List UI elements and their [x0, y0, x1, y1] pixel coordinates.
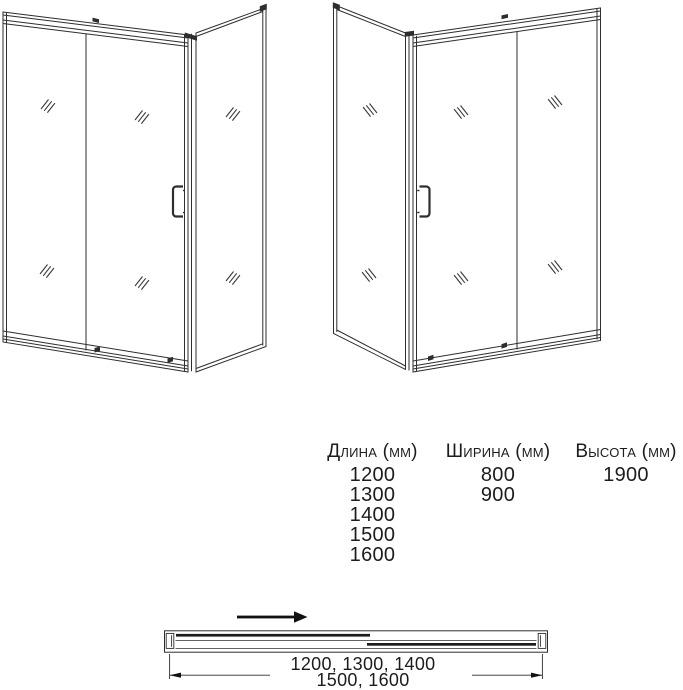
length-value: 1200: [349, 464, 396, 486]
length-dimension-line2: 1500, 1600: [316, 669, 410, 690]
width-column: [445, 441, 551, 565]
height-header: Высота (мм): [575, 441, 677, 462]
wall-profile-left: [166, 633, 174, 648]
length-value: 1400: [349, 504, 396, 526]
length-column: [325, 442, 420, 565]
dimension-arrow-right-icon: [531, 673, 542, 678]
fixed-glass-plan: [176, 634, 370, 637]
width-value: 800: [480, 464, 516, 486]
length-dimension-label: [240, 654, 486, 690]
right-side-panel: [334, 5, 406, 370]
left-front-panel: [3, 12, 188, 372]
height-value: 1900: [603, 464, 649, 486]
sliding-glass-plan: [367, 643, 536, 646]
slide-direction-arrow-icon: [237, 611, 308, 622]
length-value: 1500: [349, 524, 396, 546]
left-side-panel: [196, 8, 266, 373]
length-dimension-line1: 1200, 1300, 1400: [290, 654, 436, 674]
right-front-panel: [413, 8, 601, 372]
roller-icon: [502, 14, 509, 19]
height-column: [576, 442, 676, 565]
wall-profile-right: [538, 633, 546, 648]
length-value: 1300: [349, 484, 396, 506]
width-header: Ширина (мм): [445, 441, 551, 462]
shower-right-view: [333, 2, 601, 372]
dimension-table: [325, 442, 676, 565]
width-value: 900: [480, 484, 516, 506]
length-header: Длина (мм): [327, 441, 418, 462]
length-value: 1600: [349, 544, 396, 566]
dimension-arrow-left-icon: [170, 673, 181, 678]
roller-icon: [93, 18, 100, 23]
shower-left-view: [3, 4, 267, 372]
